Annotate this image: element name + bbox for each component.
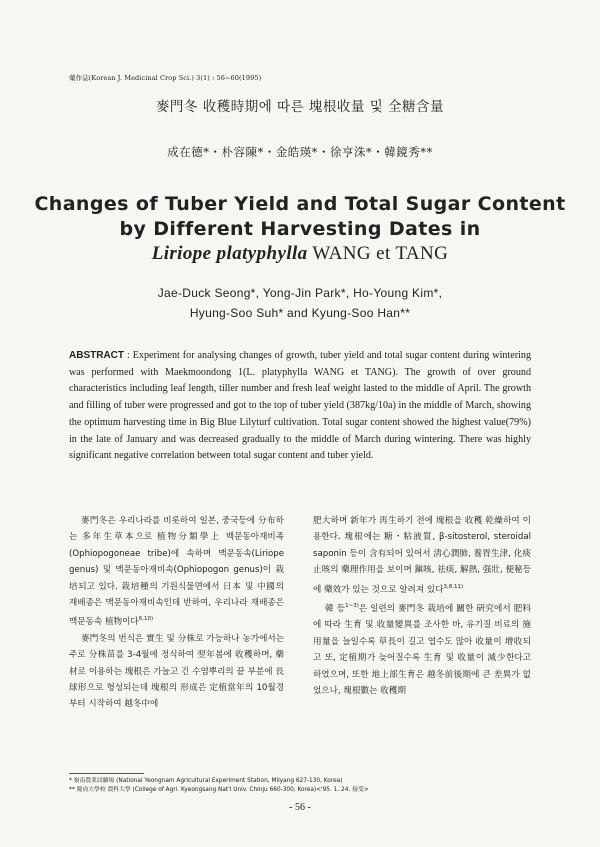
body-text: 麥門冬의 번식은 實生 및 分株로 가능하나 농가에서는 주로 分株苗를 3-4월에 정식하여 翌年봄에 收穫하며, 藥材로 이용하는 塊根은 가늘고 긴 수염뿌리의 끝 부분에 長球形으로 형성되는데 塊根의 形成은 定植當年의 10월경부터 시작하여 越冬中에	[69, 633, 284, 710]
citation-ref: 6,10)	[138, 616, 154, 623]
body-column-left	[69, 513, 284, 713]
species-name: Liriope platyphylla	[151, 243, 308, 264]
body-paragraph	[69, 513, 284, 631]
abstract	[69, 348, 531, 465]
page-number: - 56 -	[289, 802, 311, 813]
footnote-divider	[69, 773, 144, 774]
footnotes	[69, 777, 531, 795]
body-paragraph	[69, 631, 284, 713]
english-title-line2: by Different Harvesting Dates in	[119, 217, 481, 240]
body-column-right	[313, 513, 531, 699]
english-title-line1: Changes of Tuber Yield and Total Sugar Content	[34, 193, 566, 215]
citation-ref: 3,8,11)	[443, 583, 464, 590]
journal-header: 藥作誌(Korean J. Medicinal Crop Sci.) 3(1) : 56~60(1995)	[69, 74, 262, 82]
body-text: 韓 등	[325, 604, 346, 615]
footnote-affiliation-1: * 嶺南農業試驗場 (National Yeongnam Agricultural Experiment Station, Milyang 627-130, Korea)	[69, 778, 343, 784]
abstract-label: ABSTRACT	[69, 350, 124, 361]
body-paragraph	[313, 598, 531, 699]
english-authors	[0, 283, 600, 323]
abstract-separator: :	[124, 350, 133, 361]
body-text: 麥門冬은 우리나라를 비롯하여 일본, 중국등에 分布하는 多年生草本으로 植物分類學上 백문동아재비족(Ophiopogoneae tribe)에 속하며 맥문동속(Liriope genus) 및 맥문동아재비속(Ophiopogon genus)이 栽培되고 있다. 栽培種의 기원식물면에서 日本 및 中國의 재배종은 맥문동아재비속인데 반하여, 우리나라 재배종은 맥문동속 植物이다	[69, 516, 284, 628]
abstract-text: Experiment for analysing changes of growth, tuber yield and total sugar content during wintering was performed with Maekmoondong 1(L. platyphylla WANG et TANG). The growth of over ground characteristics including leaf length, tiller number and fresh leaf weight lasted to the middle of April. The growth and filling of tuber were progressed and got to the top of tuber yield (387kg/10a) in the middle of March, showing the optimum harvesting time in Big Blue Lilyturf cultivation. Total sugar content showed the highest value(79%) in the late of January and was decreased gradually to the middle of March during wintering. There was highly significant negative correlation between total sugar content and tuber yield.	[69, 350, 531, 462]
korean-authors: 成在德*・朴容陳*・金皓瑛*・徐亨洙*・韓鏡秀**	[167, 145, 433, 159]
body-paragraph	[313, 513, 531, 598]
english-title-line3	[0, 241, 600, 267]
body-text: 肥大하며 新年가 再生하기 전에 塊根을 收穫 乾燥하여 이용한다. 塊根에는 糖・粘液質, β-sitosterol, steroidal saponin 등이 含有되어 있어서 淸心潤肺, 養胃生津, 化痰止咳의 藥理作用을 보이며 鎭咳, 祛痰, 解熱, 强壯, 便秘등에 藥效가 있는 것으로 알려져 있다	[313, 516, 531, 595]
body-text: 은 일련의 麥門冬 栽培에 關한 硏究에서 肥料에 따라 生育 및 收量變異를 조사한 바, 유기질 비료의 施用量을 늘일수록 草長이 길고 엽수도 많아 收量이 增收되고 또, 定植期가 늦어질수록 生育 및 收量이 減少한다고 하였으며, 또한 地上部生育은 越冬前後期에 큰 差異가 없었으나, 塊根數는 收穫期	[313, 604, 531, 697]
citation-ref: 1~3)	[345, 603, 359, 610]
english-title	[0, 192, 600, 267]
species-authority: WANG et TANG	[307, 243, 449, 264]
english-authors-line2: Hyung-Soo Suh* and Kyung-Soo Han**	[189, 306, 411, 320]
footnote-affiliation-2: ** 慶尙大學校 農科大學 (College of Agri. Kyeongsang Nat'l Univ. Chinju 660-300, Korea)<'95. 1. 24. 接受>	[69, 787, 369, 793]
english-authors-line1: Jae-Duck Seong*, Yong-Jin Park*, Ho-Young Kim*,	[157, 286, 443, 300]
korean-title: 麥門冬 收穫時期에 따른 塊根收量 및 全糖含量	[155, 99, 445, 115]
